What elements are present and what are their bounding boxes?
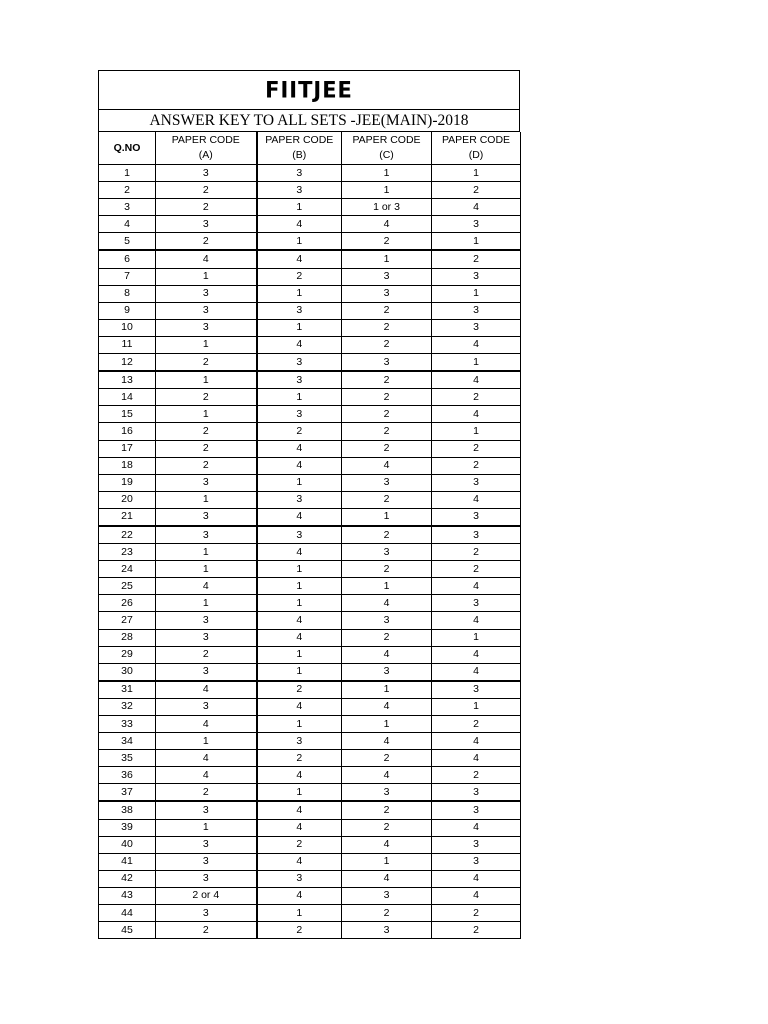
cell-paper-a: 3 [156, 870, 257, 887]
table-row [99, 646, 521, 663]
cell-qno: 2 [99, 182, 156, 199]
cell-qno: 3 [99, 199, 156, 216]
cell-paper-a: 3 [156, 698, 257, 715]
cell-paper-b: 4 [257, 508, 342, 526]
cell-paper-c: 2 [342, 440, 432, 457]
header-code: (C) [379, 149, 394, 161]
cell-qno: 43 [99, 887, 156, 904]
table-row [99, 819, 521, 836]
cell-paper-d: 3 [432, 836, 521, 853]
cell-qno: 35 [99, 750, 156, 767]
table-row [99, 836, 521, 853]
cell-paper-c: 2 [342, 526, 432, 544]
cell-paper-c: 4 [342, 767, 432, 784]
cell-paper-c: 3 [342, 663, 432, 681]
cell-paper-a: 3 [156, 905, 257, 922]
cell-paper-a: 4 [156, 681, 257, 699]
cell-paper-b: 1 [257, 663, 342, 681]
cell-paper-d: 1 [432, 165, 521, 182]
cell-paper-d: 3 [432, 681, 521, 699]
cell-paper-c: 3 [342, 612, 432, 629]
cell-paper-b: 1 [257, 578, 342, 595]
page-title-row [98, 109, 520, 132]
cell-paper-c: 2 [342, 233, 432, 251]
cell-qno: 30 [99, 663, 156, 681]
cell-paper-d: 1 [432, 285, 521, 302]
cell-paper-a: 2 [156, 440, 257, 457]
table-row [99, 784, 521, 802]
cell-qno: 41 [99, 853, 156, 870]
answer-key-sheet [98, 70, 520, 939]
cell-paper-b: 1 [257, 285, 342, 302]
page-title: ANSWER KEY TO ALL SETS -JEE(MAIN)-2018 [149, 111, 469, 129]
table-row [99, 716, 521, 733]
header-label: PAPER CODE [441, 134, 511, 146]
cell-paper-b: 1 [257, 319, 342, 336]
header-label: PAPER CODE [352, 134, 421, 146]
table-row [99, 870, 521, 887]
header-paper-code-c [342, 132, 432, 165]
cell-paper-b: 1 [257, 233, 342, 251]
cell-paper-c: 4 [342, 595, 432, 612]
cell-paper-c: 3 [342, 354, 432, 372]
table-row [99, 406, 521, 423]
cell-paper-c: 3 [342, 784, 432, 802]
cell-paper-c: 2 [342, 905, 432, 922]
cell-paper-c: 2 [342, 389, 432, 406]
table-body [99, 165, 521, 939]
table-row [99, 319, 521, 336]
table-row [99, 474, 521, 491]
cell-paper-a: 3 [156, 629, 257, 646]
cell-paper-b: 2 [257, 268, 342, 285]
cell-paper-d: 2 [432, 389, 521, 406]
cell-qno: 21 [99, 508, 156, 526]
cell-paper-c: 1 [342, 578, 432, 595]
cell-paper-b: 4 [257, 698, 342, 715]
cell-paper-a: 1 [156, 491, 257, 508]
cell-paper-c: 4 [342, 870, 432, 887]
cell-paper-d: 1 [432, 423, 521, 440]
table-row [99, 853, 521, 870]
table-row [99, 182, 521, 199]
cell-paper-b: 4 [257, 544, 342, 561]
table-row [99, 612, 521, 629]
cell-paper-d: 4 [432, 491, 521, 508]
cell-paper-c: 4 [342, 216, 432, 233]
cell-qno: 38 [99, 801, 156, 819]
cell-qno: 42 [99, 870, 156, 887]
cell-paper-a: 3 [156, 853, 257, 870]
cell-qno: 37 [99, 784, 156, 802]
table-row [99, 216, 521, 233]
cell-qno: 10 [99, 319, 156, 336]
cell-paper-a: 1 [156, 406, 257, 423]
cell-qno: 14 [99, 389, 156, 406]
header-paper-code-a [156, 132, 257, 165]
cell-paper-b: 4 [257, 853, 342, 870]
cell-qno: 31 [99, 681, 156, 699]
header-qno: Q.NO [99, 132, 156, 165]
header-row [99, 132, 521, 165]
table-row [99, 165, 521, 182]
cell-paper-c: 1 [342, 508, 432, 526]
cell-paper-c: 4 [342, 836, 432, 853]
header-code: (B) [292, 149, 307, 161]
cell-paper-d: 3 [432, 595, 521, 612]
cell-paper-a: 2 [156, 199, 257, 216]
cell-paper-d: 1 [432, 698, 521, 715]
cell-paper-b: 4 [257, 819, 342, 836]
cell-paper-b: 3 [257, 182, 342, 199]
cell-paper-c: 1 or 3 [342, 199, 432, 216]
cell-qno: 39 [99, 819, 156, 836]
cell-paper-c: 2 [342, 371, 432, 389]
cell-qno: 22 [99, 526, 156, 544]
cell-paper-c: 4 [342, 457, 432, 474]
table-row [99, 199, 521, 216]
cell-paper-a: 2 [156, 182, 257, 199]
cell-qno: 18 [99, 457, 156, 474]
cell-paper-d: 3 [432, 508, 521, 526]
cell-paper-b: 1 [257, 716, 342, 733]
cell-paper-b: 3 [257, 733, 342, 750]
cell-paper-d: 4 [432, 819, 521, 836]
cell-qno: 29 [99, 646, 156, 663]
cell-paper-a: 1 [156, 371, 257, 389]
cell-paper-d: 3 [432, 319, 521, 336]
cell-paper-b: 4 [257, 767, 342, 784]
cell-paper-c: 1 [342, 716, 432, 733]
cell-paper-b: 3 [257, 406, 342, 423]
cell-paper-d: 3 [432, 216, 521, 233]
cell-paper-c: 1 [342, 853, 432, 870]
cell-paper-d: 2 [432, 561, 521, 578]
cell-qno: 27 [99, 612, 156, 629]
cell-paper-b: 3 [257, 491, 342, 508]
cell-paper-d: 2 [432, 457, 521, 474]
header-label: PAPER CODE [265, 134, 334, 146]
cell-paper-d: 2 [432, 250, 521, 268]
cell-paper-a: 2 [156, 233, 257, 251]
cell-qno: 34 [99, 733, 156, 750]
cell-paper-b: 2 [257, 681, 342, 699]
cell-qno: 8 [99, 285, 156, 302]
cell-qno: 40 [99, 836, 156, 853]
cell-paper-c: 3 [342, 887, 432, 904]
cell-paper-a: 2 [156, 389, 257, 406]
table-row [99, 526, 521, 544]
cell-paper-a: 3 [156, 165, 257, 182]
cell-paper-b: 2 [257, 750, 342, 767]
cell-paper-a: 1 [156, 595, 257, 612]
cell-qno: 45 [99, 922, 156, 939]
cell-paper-a: 1 [156, 733, 257, 750]
cell-paper-a: 3 [156, 526, 257, 544]
cell-paper-d: 2 [432, 440, 521, 457]
table-row [99, 905, 521, 922]
cell-paper-b: 1 [257, 561, 342, 578]
cell-qno: 16 [99, 423, 156, 440]
table-row [99, 268, 521, 285]
table-header [99, 132, 521, 165]
cell-paper-d: 2 [432, 182, 521, 199]
table-row [99, 371, 521, 389]
cell-paper-d: 3 [432, 268, 521, 285]
cell-paper-d: 2 [432, 544, 521, 561]
cell-paper-d: 3 [432, 853, 521, 870]
cell-qno: 32 [99, 698, 156, 715]
cell-paper-b: 4 [257, 887, 342, 904]
cell-paper-b: 1 [257, 784, 342, 802]
cell-paper-b: 2 [257, 836, 342, 853]
table-row [99, 629, 521, 646]
cell-paper-d: 2 [432, 716, 521, 733]
cell-paper-b: 3 [257, 526, 342, 544]
cell-paper-a: 1 [156, 336, 257, 353]
cell-qno: 25 [99, 578, 156, 595]
table-row [99, 733, 521, 750]
cell-paper-a: 4 [156, 767, 257, 784]
cell-qno: 26 [99, 595, 156, 612]
cell-qno: 5 [99, 233, 156, 251]
table-row [99, 561, 521, 578]
cell-paper-b: 2 [257, 423, 342, 440]
header-code: (A) [198, 149, 213, 161]
cell-paper-c: 2 [342, 319, 432, 336]
cell-paper-c: 2 [342, 302, 432, 319]
cell-paper-b: 1 [257, 199, 342, 216]
cell-paper-d: 1 [432, 354, 521, 372]
cell-paper-c: 4 [342, 733, 432, 750]
header-code: (D) [468, 149, 484, 161]
header-paper-code-b [257, 132, 342, 165]
table-row [99, 389, 521, 406]
table-row [99, 767, 521, 784]
cell-paper-a: 3 [156, 663, 257, 681]
cell-paper-a: 3 [156, 836, 257, 853]
cell-paper-c: 4 [342, 698, 432, 715]
cell-paper-c: 2 [342, 819, 432, 836]
cell-paper-d: 1 [432, 629, 521, 646]
table-row [99, 423, 521, 440]
cell-paper-b: 3 [257, 371, 342, 389]
cell-qno: 9 [99, 302, 156, 319]
cell-paper-d: 4 [432, 336, 521, 353]
cell-paper-b: 3 [257, 870, 342, 887]
cell-qno: 20 [99, 491, 156, 508]
cell-paper-c: 2 [342, 801, 432, 819]
cell-paper-c: 1 [342, 681, 432, 699]
cell-paper-c: 2 [342, 561, 432, 578]
cell-paper-d: 4 [432, 371, 521, 389]
cell-paper-b: 4 [257, 336, 342, 353]
cell-paper-a: 1 [156, 268, 257, 285]
cell-paper-d: 4 [432, 750, 521, 767]
cell-paper-d: 3 [432, 526, 521, 544]
cell-qno: 12 [99, 354, 156, 372]
table-row [99, 578, 521, 595]
cell-paper-d: 4 [432, 663, 521, 681]
cell-paper-d: 4 [432, 887, 521, 904]
cell-paper-c: 2 [342, 750, 432, 767]
cell-paper-d: 4 [432, 199, 521, 216]
cell-paper-c: 3 [342, 268, 432, 285]
table-row [99, 491, 521, 508]
table-row [99, 440, 521, 457]
cell-qno: 44 [99, 905, 156, 922]
cell-paper-b: 3 [257, 302, 342, 319]
table-row [99, 233, 521, 251]
cell-paper-b: 4 [257, 629, 342, 646]
cell-qno: 17 [99, 440, 156, 457]
cell-paper-c: 4 [342, 646, 432, 663]
cell-paper-d: 3 [432, 801, 521, 819]
cell-paper-b: 2 [257, 922, 342, 939]
cell-paper-b: 1 [257, 595, 342, 612]
cell-paper-c: 3 [342, 544, 432, 561]
cell-paper-b: 4 [257, 457, 342, 474]
cell-paper-a: 1 [156, 561, 257, 578]
cell-paper-a: 4 [156, 750, 257, 767]
cell-qno: 36 [99, 767, 156, 784]
table-row [99, 544, 521, 561]
cell-qno: 28 [99, 629, 156, 646]
cell-paper-d: 4 [432, 646, 521, 663]
cell-paper-b: 1 [257, 905, 342, 922]
cell-paper-c: 2 [342, 423, 432, 440]
cell-paper-c: 3 [342, 285, 432, 302]
table-row [99, 457, 521, 474]
cell-paper-a: 2 [156, 457, 257, 474]
cell-paper-c: 2 [342, 629, 432, 646]
cell-qno: 4 [99, 216, 156, 233]
cell-paper-d: 4 [432, 406, 521, 423]
table-row [99, 801, 521, 819]
cell-paper-c: 1 [342, 182, 432, 199]
cell-qno: 13 [99, 371, 156, 389]
answer-key-table [98, 132, 521, 939]
table-row [99, 698, 521, 715]
cell-paper-a: 2 or 4 [156, 887, 257, 904]
cell-paper-b: 1 [257, 646, 342, 663]
cell-paper-a: 3 [156, 612, 257, 629]
cell-paper-a: 1 [156, 544, 257, 561]
cell-qno: 1 [99, 165, 156, 182]
header-paper-code-d [432, 132, 521, 165]
cell-paper-c: 1 [342, 250, 432, 268]
cell-paper-c: 2 [342, 336, 432, 353]
cell-paper-a: 4 [156, 716, 257, 733]
table-row [99, 750, 521, 767]
cell-paper-a: 2 [156, 423, 257, 440]
cell-paper-a: 4 [156, 578, 257, 595]
cell-paper-d: 2 [432, 922, 521, 939]
table-row [99, 250, 521, 268]
cell-paper-a: 3 [156, 508, 257, 526]
table-row [99, 663, 521, 681]
cell-paper-d: 4 [432, 733, 521, 750]
cell-paper-a: 2 [156, 922, 257, 939]
cell-qno: 6 [99, 250, 156, 268]
cell-paper-a: 2 [156, 646, 257, 663]
cell-qno: 7 [99, 268, 156, 285]
cell-paper-b: 4 [257, 801, 342, 819]
cell-paper-b: 4 [257, 612, 342, 629]
cell-paper-a: 1 [156, 819, 257, 836]
cell-qno: 15 [99, 406, 156, 423]
cell-paper-b: 3 [257, 165, 342, 182]
table-row [99, 681, 521, 699]
table-row [99, 595, 521, 612]
table-row [99, 887, 521, 904]
logo-row [98, 70, 520, 109]
table-row [99, 336, 521, 353]
cell-paper-a: 2 [156, 784, 257, 802]
cell-paper-b: 3 [257, 354, 342, 372]
cell-paper-d: 3 [432, 302, 521, 319]
cell-qno: 19 [99, 474, 156, 491]
cell-paper-c: 3 [342, 922, 432, 939]
cell-paper-a: 3 [156, 302, 257, 319]
cell-paper-a: 3 [156, 285, 257, 302]
cell-qno: 23 [99, 544, 156, 561]
cell-paper-b: 1 [257, 389, 342, 406]
fiitjee-logo: FIITJEE [265, 77, 353, 103]
cell-paper-d: 4 [432, 612, 521, 629]
table-row [99, 302, 521, 319]
cell-qno: 33 [99, 716, 156, 733]
cell-paper-b: 4 [257, 250, 342, 268]
cell-paper-a: 4 [156, 250, 257, 268]
cell-paper-c: 2 [342, 406, 432, 423]
cell-paper-c: 2 [342, 491, 432, 508]
cell-paper-d: 3 [432, 474, 521, 491]
cell-paper-b: 4 [257, 216, 342, 233]
cell-paper-d: 4 [432, 870, 521, 887]
table-row [99, 508, 521, 526]
table-row [99, 922, 521, 939]
cell-paper-a: 3 [156, 474, 257, 491]
cell-paper-a: 3 [156, 216, 257, 233]
cell-paper-a: 2 [156, 354, 257, 372]
cell-qno: 11 [99, 336, 156, 353]
cell-paper-d: 2 [432, 905, 521, 922]
cell-paper-b: 1 [257, 474, 342, 491]
cell-paper-c: 1 [342, 165, 432, 182]
cell-paper-d: 2 [432, 767, 521, 784]
cell-paper-a: 3 [156, 319, 257, 336]
cell-paper-a: 3 [156, 801, 257, 819]
cell-paper-d: 4 [432, 578, 521, 595]
table-row [99, 285, 521, 302]
cell-paper-c: 3 [342, 474, 432, 491]
cell-qno: 24 [99, 561, 156, 578]
cell-paper-b: 4 [257, 440, 342, 457]
header-label: PAPER CODE [171, 134, 240, 146]
table-row [99, 354, 521, 372]
cell-paper-d: 3 [432, 784, 521, 802]
cell-paper-d: 1 [432, 233, 521, 251]
